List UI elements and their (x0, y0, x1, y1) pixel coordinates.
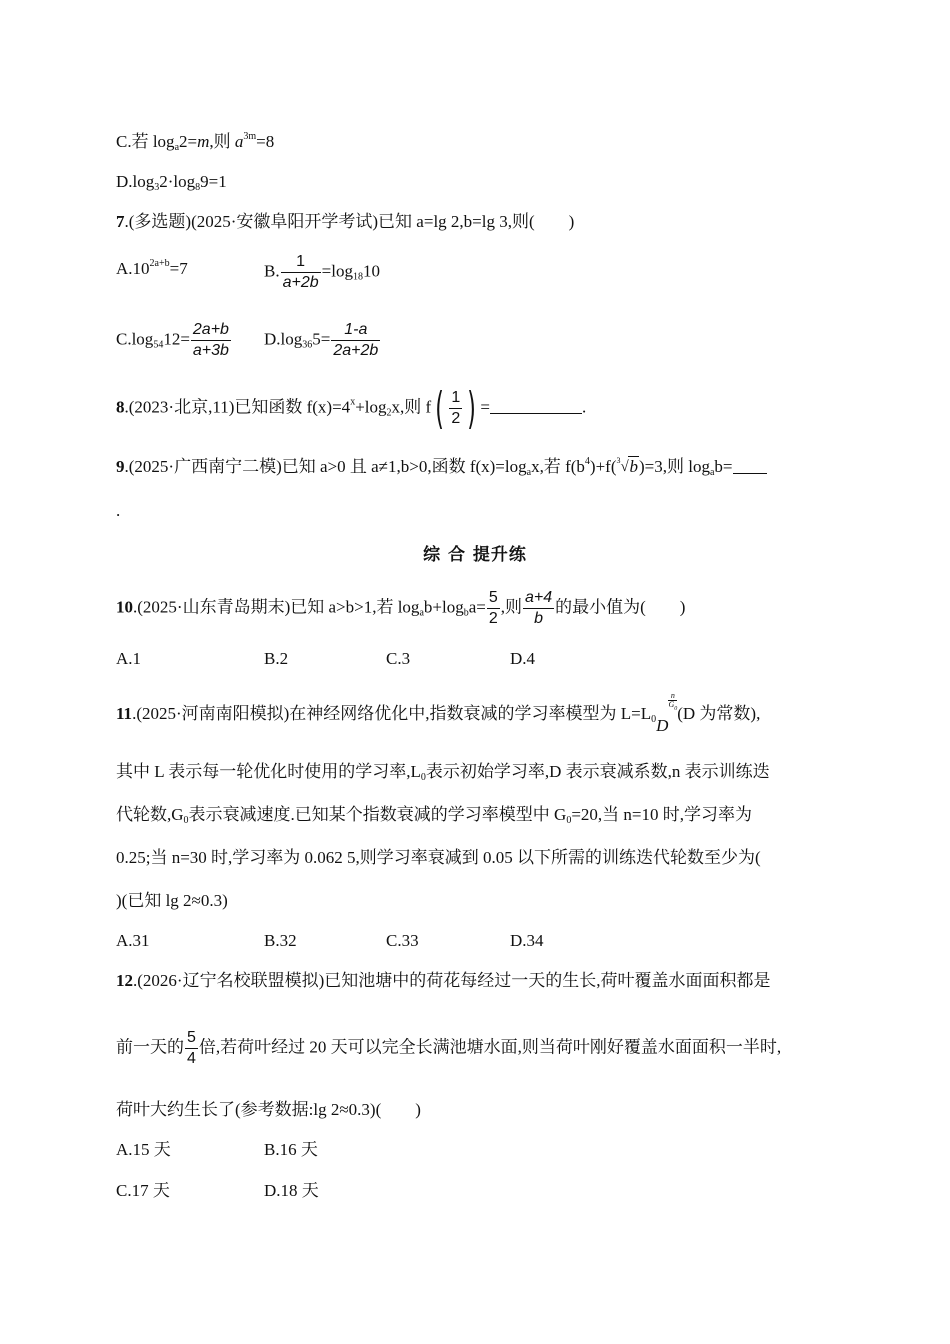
q11-option-a: A.31 (116, 931, 150, 950)
q7-option-a: $A.10^{2a+b}=7$ (116, 258, 188, 278)
q11-option-b: B.32 (264, 931, 297, 950)
q7-option-b: B. $\frac{1}{a+2b}$ $=\log_{18}10$ (264, 253, 380, 291)
q7-option-d: $D.\log_{36}5=$ $\frac{1-a}{2a+2b}$ (264, 321, 379, 359)
q12-line3: 荷叶大约生长了(参考数据:lg 2≈0.3)( ) (116, 1100, 421, 1119)
q7-stem: 7.(多选题)(2025·安徽阜阳开学考试)已知 a=lg 2,b=lg 3,则( ) (116, 212, 575, 231)
q11-option-d: D.34 (510, 931, 544, 950)
answer-blank[interactable] (490, 397, 582, 414)
q9-period: . (116, 501, 121, 520)
q10-option-a: A.1 (116, 649, 142, 668)
q6-option-d: $D.\log_32\cdot\log_89=1$ (116, 172, 227, 193)
section-title: 综 合 提升练 (423, 545, 527, 565)
q11-line4: 0.25;当 n=30 时,学习率为 0.062 5,则学习率衰减到 0.05 以下所需的训练迭代轮数至少为( (116, 848, 761, 867)
q11-option-c: C.33 (386, 931, 419, 950)
q10-stem: 10.(2025·山东青岛期末)已知 a>b>1,若 $\log_ab+\log_ba=$ $\frac{5}{2}$ ,则 $\frac{a+4}{b}$ 的最小值为( ) (116, 589, 686, 627)
q6-option-c: C.若 $\log_a2=m$,则 $a^{3m}=8$ (116, 131, 275, 153)
q8-stem: 8.(2023·北京,11)已知函数 $f(x)=4^x+\log_2x$,则 f( $\frac{1}{2}$ ) = . (116, 382, 587, 434)
q7-option-c: $C.\log_{54}12=$ $\frac{2a+b}{a+3b}$ (116, 321, 229, 359)
q10-option-d: D.4 (510, 649, 536, 668)
q12-option-b: B.16 天 (264, 1140, 318, 1159)
q12-option-d: D.18 天 (264, 1181, 319, 1200)
q11-line3: 代轮数$,G_0$表示衰减速度.已知某个指数衰减的学习率模型中 $G_0=20$,当 n=10 时,学习率为 (116, 805, 752, 826)
q11-stem: 11.(2025·河南南阳模拟)在神经网络优化中,指数衰减的学习率模型为 $L=L_0D$ $\frac{n}{G_0}$ (D 为常数), (116, 691, 761, 735)
q11-line2: 其中 L 表示每一轮优化时使用的学习率$,L_0$表示初始学习率,D 表示衰减系数,n 表示训练迭 (116, 762, 770, 783)
q11-line5: )(已知 lg 2≈0.3) (116, 891, 228, 910)
q12-option-c: C.17 天 (116, 1181, 170, 1200)
q12-line2: 前一天的 $\frac{5}{4}$ 倍,若荷叶经过 20 天可以完全长满池塘水面,则当荷叶刚好覆盖水面面积一半时, (116, 1029, 782, 1067)
q12-option-a: A.15 天 (116, 1140, 171, 1159)
q10-option-b: B.2 (264, 649, 289, 668)
q10-option-c: C.3 (386, 649, 411, 668)
q9-stem: 9.(2025·广西南宁二模)已知 a>0 且 a≠1,b>0,函数 $f(x)=\log_ax$,若 $f(b^4)+f$( $^3$√ b)=3,则 $\log_ab=$ (116, 456, 767, 478)
q12-stem: 12.(2026·辽宁名校联盟模拟)已知池塘中的荷花每经过一天的生长,荷叶覆盖水面面积都是 (116, 971, 771, 990)
answer-blank[interactable] (733, 457, 767, 474)
